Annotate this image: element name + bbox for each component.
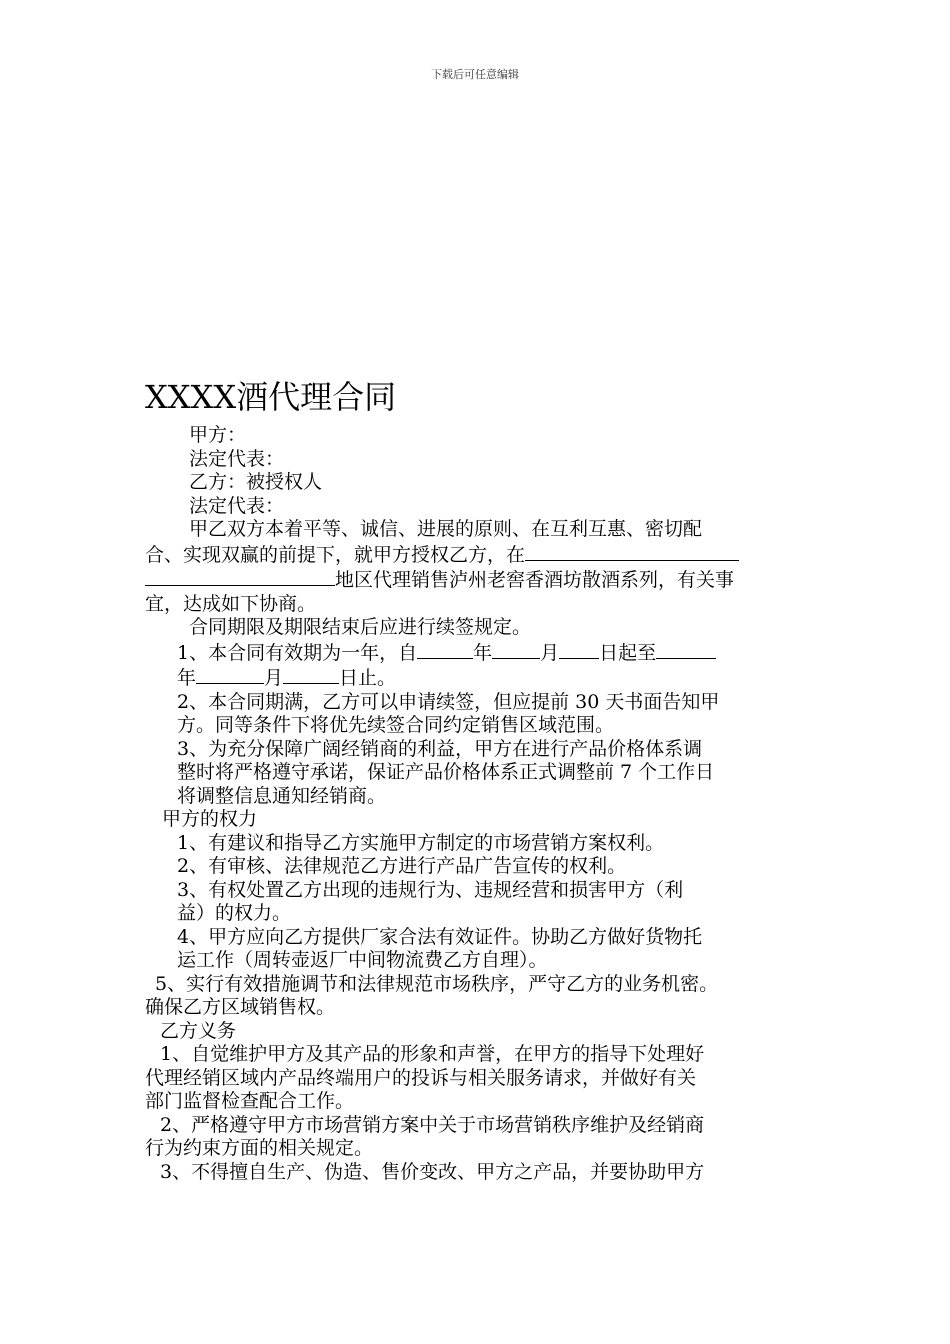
party-b-label: 乙方：被授权人: [189, 471, 323, 493]
legal-rep-b-label: 法定代表：: [189, 494, 285, 517]
intro-line-3-text: 地区代理销售泸州老窖香酒坊散酒系列，有关事: [335, 569, 735, 591]
end-month-label: 月: [264, 667, 284, 689]
duties-item-2-line-2: 行为约束方面的相关规定。: [145, 1137, 374, 1159]
contract-document: [145, 372, 825, 1184]
intro-line-1: 甲乙双方本着平等、诚信、进展的原则、在互利互惠、密切配: [189, 518, 703, 540]
duties-item-3-line-1: 3、不得擅自生产、伪造、售价变改、甲方之产品，并要协助甲方: [160, 1160, 705, 1183]
day-from-label: 日起至: [599, 641, 657, 664]
header-note: 下载后可任意编辑: [431, 68, 519, 81]
document-title: XXXX酒代理合同: [145, 378, 397, 416]
rights-item-1: 1、有建议和指导乙方实施甲方制定的市场营销方案权利。: [177, 831, 665, 854]
party-a-label: 甲方：: [189, 424, 247, 446]
end-month-blank: [196, 665, 264, 684]
term-item-3-line-3: 将调整信息通知经销商。: [177, 784, 387, 807]
party-b-duties-heading: 乙方义务: [160, 1019, 237, 1042]
rights-item-4-line-2: 运工作（周转壶返厂中间物流费乙方自理）。: [177, 949, 548, 971]
region-blank-2: [145, 567, 335, 586]
start-month-blank: [492, 640, 540, 659]
intro-line-3: [145, 567, 825, 593]
rights-item-2: 2、有审核、法律规范乙方进行产品广告宣传的权利。: [177, 855, 627, 877]
term-item-2-line-2: 方。同等条件下将优先续签合同约定销售区域范围。: [177, 714, 615, 736]
term-section-heading: 合同期限及期限结束后应进行续签规定。: [189, 616, 532, 638]
rights-item-3-line-2: 益）的权力。: [177, 902, 292, 924]
start-year-blank: [417, 640, 473, 659]
end-day-blank: [283, 665, 339, 684]
duties-item-1-line-1: 1、自觉维护甲方及其产品的形象和声誉，在甲方的指导下处理好: [160, 1043, 705, 1065]
year-label: 年: [473, 641, 493, 664]
start-day-blank: [559, 640, 599, 659]
end-year-label: 年: [177, 667, 197, 689]
party-a-rights-heading: 甲方的权力: [162, 808, 258, 830]
region-blank-1: [525, 542, 739, 561]
legal-rep-a-label: 法定代表：: [189, 447, 285, 470]
end-day-label: 日止。: [339, 667, 397, 689]
term-item-1-line-1: [145, 640, 825, 666]
duties-item-1-line-2: 代理经销区域内产品终端用户的投诉与相关服务请求，并做好有关: [145, 1066, 697, 1089]
term-item-3-line-1: 3、为充分保障广阔经销商的利益，甲方在进行产品价格体系调: [177, 737, 703, 760]
intro-line-2: [145, 542, 825, 568]
duties-item-2-line-1: 2、严格遵守甲方市场营销方案中关于市场营销秩序维护及经销商: [160, 1113, 705, 1136]
rights-item-5-line-1: 5、实行有效措施调节和法律规范市场秩序，严守乙方的业务机密。: [155, 972, 719, 995]
end-year-blank: [656, 640, 716, 659]
rights-item-4-line-1: 4、甲方应向乙方提供厂家合法有效证件。协助乙方做好货物托: [177, 925, 703, 948]
term-item-2-line-1: 2、本合同期满，乙方可以申请续签，但应提前 30 天书面告知甲: [177, 690, 720, 713]
term-item-1-text: 1、本合同有效期为一年，自: [177, 641, 418, 664]
duties-item-1-line-3: 部门监督检查配合工作。: [145, 1090, 355, 1112]
term-item-1-line-2: [145, 665, 825, 691]
term-item-3-line-2: 整时将严格遵守承诺，保证产品价格体系正式调整前 7 个工作日: [177, 761, 715, 783]
intro-line-4: 宜，达成如下协商。: [145, 592, 317, 615]
rights-item-5-line-2: 确保乙方区域销售权。: [145, 996, 336, 1018]
month-label: 月: [540, 641, 560, 664]
intro-line-2-text: 合、实现双赢的前提下，就甲方授权乙方，在: [145, 543, 526, 566]
rights-item-3-line-1: 3、有权处置乙方出现的违规行为、违规经营和损害甲方（利: [177, 878, 684, 901]
